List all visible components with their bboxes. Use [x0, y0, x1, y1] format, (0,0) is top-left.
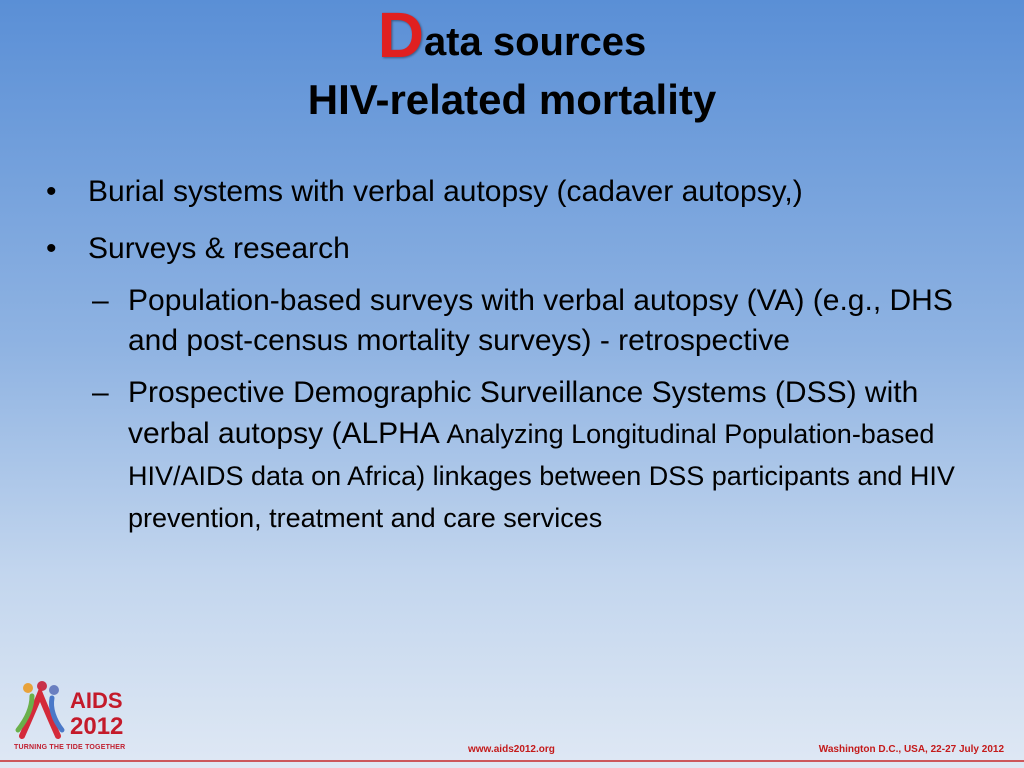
title-dropcap: D	[377, 0, 424, 71]
aids2012-logo	[14, 678, 138, 758]
title-line-1-text: ata sources	[423, 20, 647, 64]
sub-bullet-text-small: Analyzing Longitudinal Population-based HIV/AIDS data on Africa) linkages between DSS participants and HIV prevention, treatment and care services	[128, 419, 955, 533]
title-line-1	[0, 0, 1024, 71]
logo-name-line-1: AIDS	[70, 688, 123, 713]
sub-bullet-mark: –	[92, 376, 109, 409]
slide-title	[0, 0, 1024, 125]
sub-bullet-text-main: Prospective Demographic Surveillance Systems (DSS) with verbal autopsy (ALPHA	[128, 376, 919, 450]
sub-bullet-text: Population-based surveys with verbal autopsy (VA) (e.g., DHS and post-census mortality surveys) - retrospective	[128, 284, 953, 357]
footer-url[interactable]: www.aids2012.org	[468, 744, 555, 755]
bullet-mark: •	[46, 175, 57, 208]
bullet-item	[42, 172, 992, 212]
sub-bullet-mark: –	[92, 284, 109, 317]
bullet-item	[42, 229, 992, 269]
sub-bullet-item	[92, 373, 992, 539]
sub-bullet-text	[128, 373, 992, 539]
title-line-2: HIV-related mortality	[307, 76, 717, 123]
bullet-text: Surveys & research	[88, 232, 350, 265]
bullet-text: Burial systems with verbal autopsy (cadaver autopsy,)	[88, 175, 803, 208]
ribbon-people-icon	[14, 678, 138, 744]
footer-place: Washington D.C., USA, 22-27 July 2012	[818, 744, 1004, 755]
bullet-mark: •	[46, 232, 57, 265]
logo-tagline: TURNING THE TIDE TOGETHER	[14, 744, 126, 751]
logo-name-line-2: 2012	[70, 713, 124, 740]
footer-divider	[0, 760, 1024, 762]
slide-body	[42, 172, 992, 551]
sub-bullet-item	[92, 281, 992, 361]
